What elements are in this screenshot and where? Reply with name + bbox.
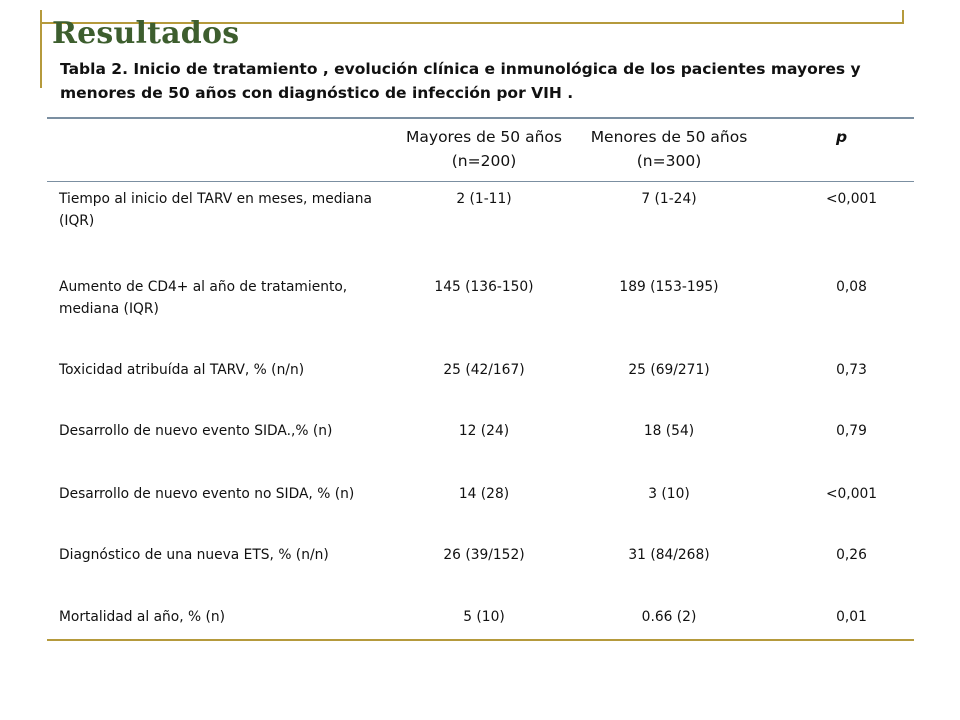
right-rule [902, 10, 904, 24]
header-menores: Menores de 50 años (n=300) [590, 128, 748, 170]
table-row [47, 596, 914, 640]
cell-mayores: 26 (39/152) [443, 547, 525, 563]
table-caption: Tabla 2. Inicio de tratamiento , evolución clínica e inmunológica de los pacientes mayores y menores de 50 años con diagnóstico de infección por VIH . [60, 60, 861, 102]
row-label: Tiempo al inicio del TARV en meses, mediana (IQR) [59, 191, 372, 229]
row-label: Desarrollo de nuevo evento no SIDA, % (n) [59, 486, 355, 502]
cell-menores: 18 (54) [643, 423, 695, 439]
cell-p-value: 0,26 [836, 547, 867, 563]
row-label: Mortalidad al año, % (n) [59, 609, 225, 625]
cell-mayores: 5 (10) [463, 609, 505, 625]
row-label: Diagnóstico de una nueva ETS, % (n/n) [59, 547, 329, 563]
header-mayores: Mayores de 50 años (n=200) [406, 128, 562, 170]
cell-p-value: 0,73 [836, 362, 867, 378]
header-p-value: p [835, 128, 848, 146]
table-row [47, 182, 914, 269]
cell-mayores: 2 (1-11) [456, 191, 512, 207]
cell-mayores: 25 (42/167) [443, 362, 525, 378]
cell-menores: 31 (84/268) [628, 547, 710, 563]
cell-p-value: 0,79 [836, 423, 867, 439]
cell-mayores: 12 (24) [458, 423, 510, 439]
results-table-container [47, 117, 914, 641]
slide-title: Resultados [52, 16, 240, 51]
table-row [47, 474, 914, 535]
cell-menores: 25 (69/271) [628, 362, 710, 378]
table-header-row [47, 118, 914, 182]
row-label: Toxicidad atribuída al TARV, % (n/n) [59, 362, 305, 378]
header-empty [47, 118, 399, 182]
cell-mayores: 14 (28) [458, 486, 510, 502]
cell-p-value: 0,01 [836, 609, 867, 625]
table-row [47, 535, 914, 596]
cell-menores: 7 (1-24) [641, 191, 697, 207]
cell-menores: 0.66 (2) [641, 609, 697, 625]
row-label: Desarrollo de nuevo evento SIDA.,% (n) [59, 423, 333, 439]
cell-p-value: 0,08 [836, 279, 867, 295]
table-row [47, 412, 914, 474]
left-rule [40, 10, 42, 88]
table-row [47, 268, 914, 352]
cell-menores: 189 (153-195) [619, 279, 719, 295]
results-table [47, 117, 914, 641]
cell-p-value: <0,001 [825, 486, 878, 502]
cell-mayores: 145 (136-150) [434, 279, 534, 295]
row-label: Aumento de CD4+ al año de tratamiento, mediana (IQR) [59, 279, 348, 317]
table-row [47, 352, 914, 412]
cell-p-value: <0,001 [825, 191, 878, 207]
cell-menores: 3 (10) [648, 486, 690, 502]
